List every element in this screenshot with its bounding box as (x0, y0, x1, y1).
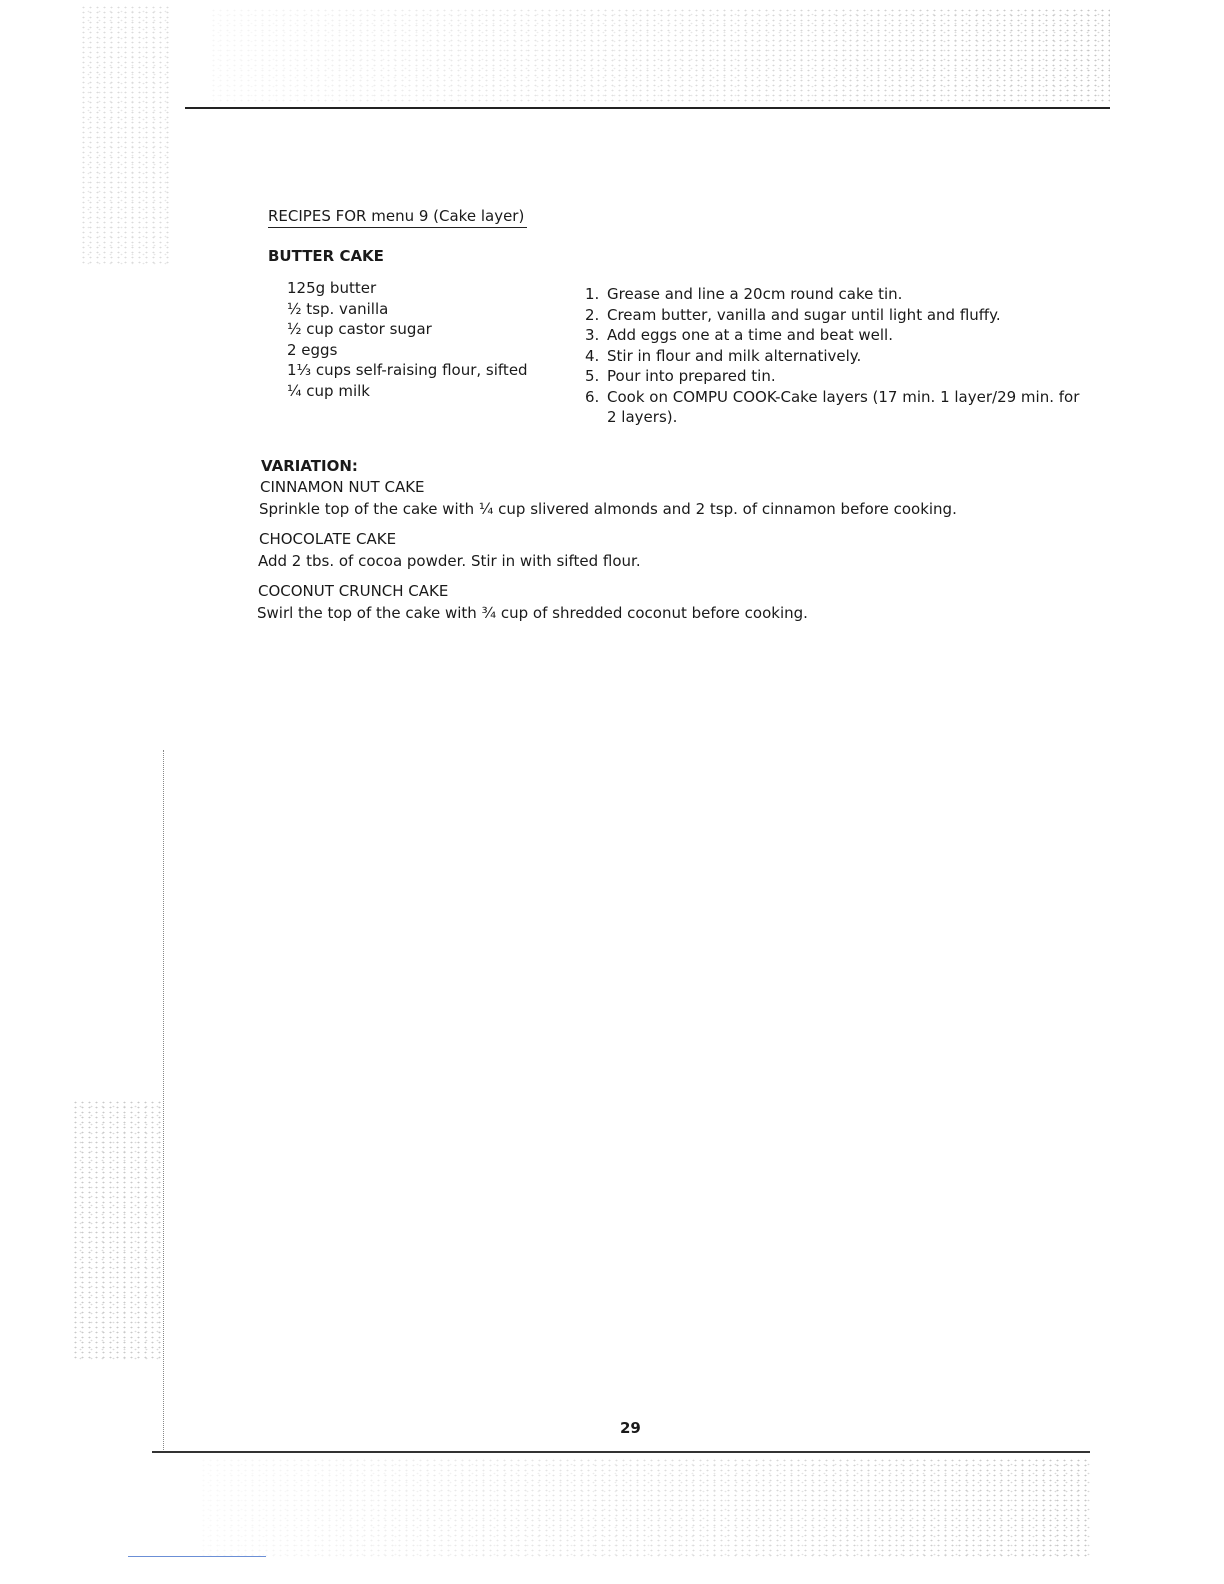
step-text: Cook on COMPU COOK-Cake layers (17 min. 1 layer/29 min. for 2 layers). (607, 387, 1080, 426)
ingredient-item: ¼ cup milk (287, 381, 370, 400)
scan-speckle-left (72, 1100, 162, 1360)
method-step (585, 325, 1085, 346)
method-step (585, 346, 1085, 367)
section-heading: RECIPES FOR menu 9 (Cake layer) (268, 206, 527, 228)
ingredient-item: 1⅓ cups self-raising flour, sifted (287, 361, 528, 379)
variation-text: Add 2 tbs. of cocoa powder. Stir in with sifted flour. (258, 552, 641, 570)
step-text: Pour into prepared tin. (607, 367, 776, 385)
recipe-title: BUTTER CAKE (268, 247, 384, 265)
step-text: Cream butter, vanilla and sugar until light and fluffy. (607, 305, 1001, 324)
method-step (585, 387, 1085, 428)
scan-speckle-top-left (80, 5, 170, 265)
ingredient-item: 125g butter (287, 279, 377, 297)
variation-name: CINNAMON NUT CAKE (260, 478, 425, 496)
step-number: 3. (585, 326, 600, 344)
bottom-rule (152, 1451, 1090, 1453)
scan-speckle-top (210, 8, 1110, 103)
variation-name: CHOCOLATE CAKE (259, 530, 397, 548)
step-text: Grease and line a 20cm round cake tin. (607, 285, 903, 303)
step-number: 2. (585, 305, 600, 324)
left-margin-rule (163, 750, 164, 1450)
step-text: Stir in flour and milk alternatively. (607, 346, 862, 365)
page-number: 29 (620, 1419, 641, 1437)
step-number: 5. (585, 367, 600, 385)
ingredient-item: ½ cup castor sugar (287, 320, 432, 338)
variation-text: Sprinkle top of the cake with ¼ cup slivered almonds and 2 tsp. of cinnamon before cooking. (259, 500, 957, 518)
step-text: Add eggs one at a time and beat well. (607, 326, 893, 344)
step-number: 1. (585, 285, 600, 303)
scan-speckle-bottom (200, 1458, 1090, 1558)
method-step (585, 366, 1085, 387)
method-list (585, 284, 1085, 428)
method-step (585, 305, 1085, 326)
top-rule (185, 107, 1110, 109)
ingredient-list (287, 278, 528, 401)
ingredient-item: 2 eggs (287, 340, 338, 359)
ingredient-item: ½ tsp. vanilla (287, 299, 389, 318)
step-number: 4. (585, 346, 600, 365)
variation-name: COCONUT CRUNCH CAKE (258, 582, 449, 600)
stray-underline (128, 1556, 266, 1557)
variation-text: Swirl the top of the cake with ¾ cup of shredded coconut before cooking. (257, 604, 808, 622)
step-number: 6. (585, 387, 600, 406)
variation-heading: VARIATION: (261, 457, 358, 475)
method-step (585, 284, 1085, 305)
